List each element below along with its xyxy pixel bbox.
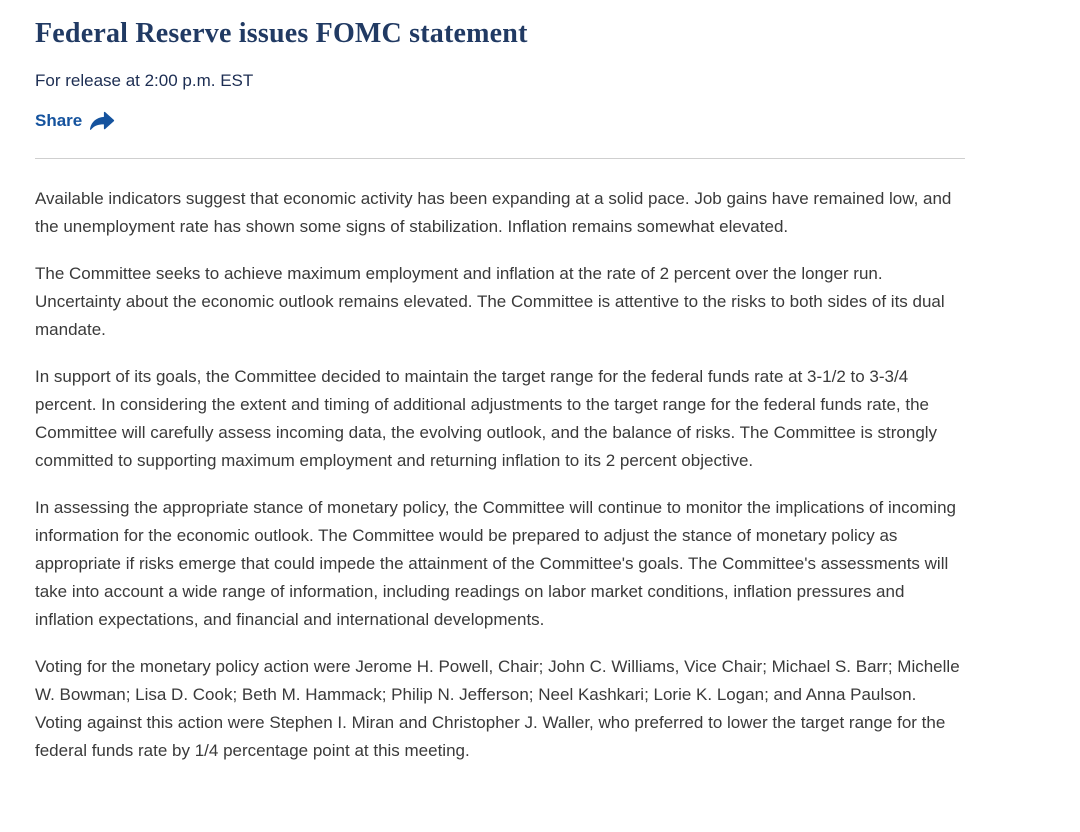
release-time-line: For release at 2:00 p.m. EST (35, 71, 254, 90)
share-forward-arrow-icon (89, 110, 115, 131)
statement-body (35, 159, 965, 765)
page-title: Federal Reserve issues FOMC statement (35, 18, 528, 49)
statement-paragraph: Available indicators suggest that economic activity has been expanding at a solid pace. Job gains have remained low, and the unemployment rate has shown some signs of stabilization. Inflation remains somewhat elevated. (35, 189, 952, 236)
share-button-label: Share (35, 110, 83, 130)
statement-paragraph: In assessing the appropriate stance of monetary policy, the Committee will continue to monitor the implications of incoming information for the economic outlook. The Committee would be prepared to adjust the stance of monetary policy as appropriate if risks emerge that could impede the attainment of the Committee's goals. The Committee's assessments will take into account a wide range of information, including readings on labor market conditions, inflation pressures and inflation expectations, and financial and international developments. (35, 498, 956, 629)
statement-paragraph: Voting for the monetary policy action were Jerome H. Powell, Chair; John C. Williams, Vice Chair; Michael S. Barr; Michelle W. Bowman; Lisa D. Cook; Beth M. Hammack; Philip N. Jefferson; Neel Kashkari; Lorie K. Logan; and Anna Paulson. Voting against this action were Stephen I. Miran and Christopher J. Waller, who preferred to lower the target range for the federal funds rate by 1/4 percentage point at this meeting. (35, 657, 960, 760)
share-button[interactable] (35, 110, 115, 131)
press-release (35, 0, 965, 765)
statement-paragraph: In support of its goals, the Committee decided to maintain the target range for the federal funds rate at 3-1/2 to 3-3/4 percent. In considering the extent and timing of additional adjustments to the target range for the federal funds rate, the Committee will carefully assess incoming data, the evolving outlook, and the balance of risks. The Committee is strongly committed to supporting maximum employment and returning inflation to its 2 percent objective. (35, 367, 938, 470)
statement-paragraph: The Committee seeks to achieve maximum employment and inflation at the rate of 2 percent over the longer run. Uncertainty about the economic outlook remains elevated. The Committee is attentive to the risks to both sides of its dual mandate. (35, 264, 945, 339)
